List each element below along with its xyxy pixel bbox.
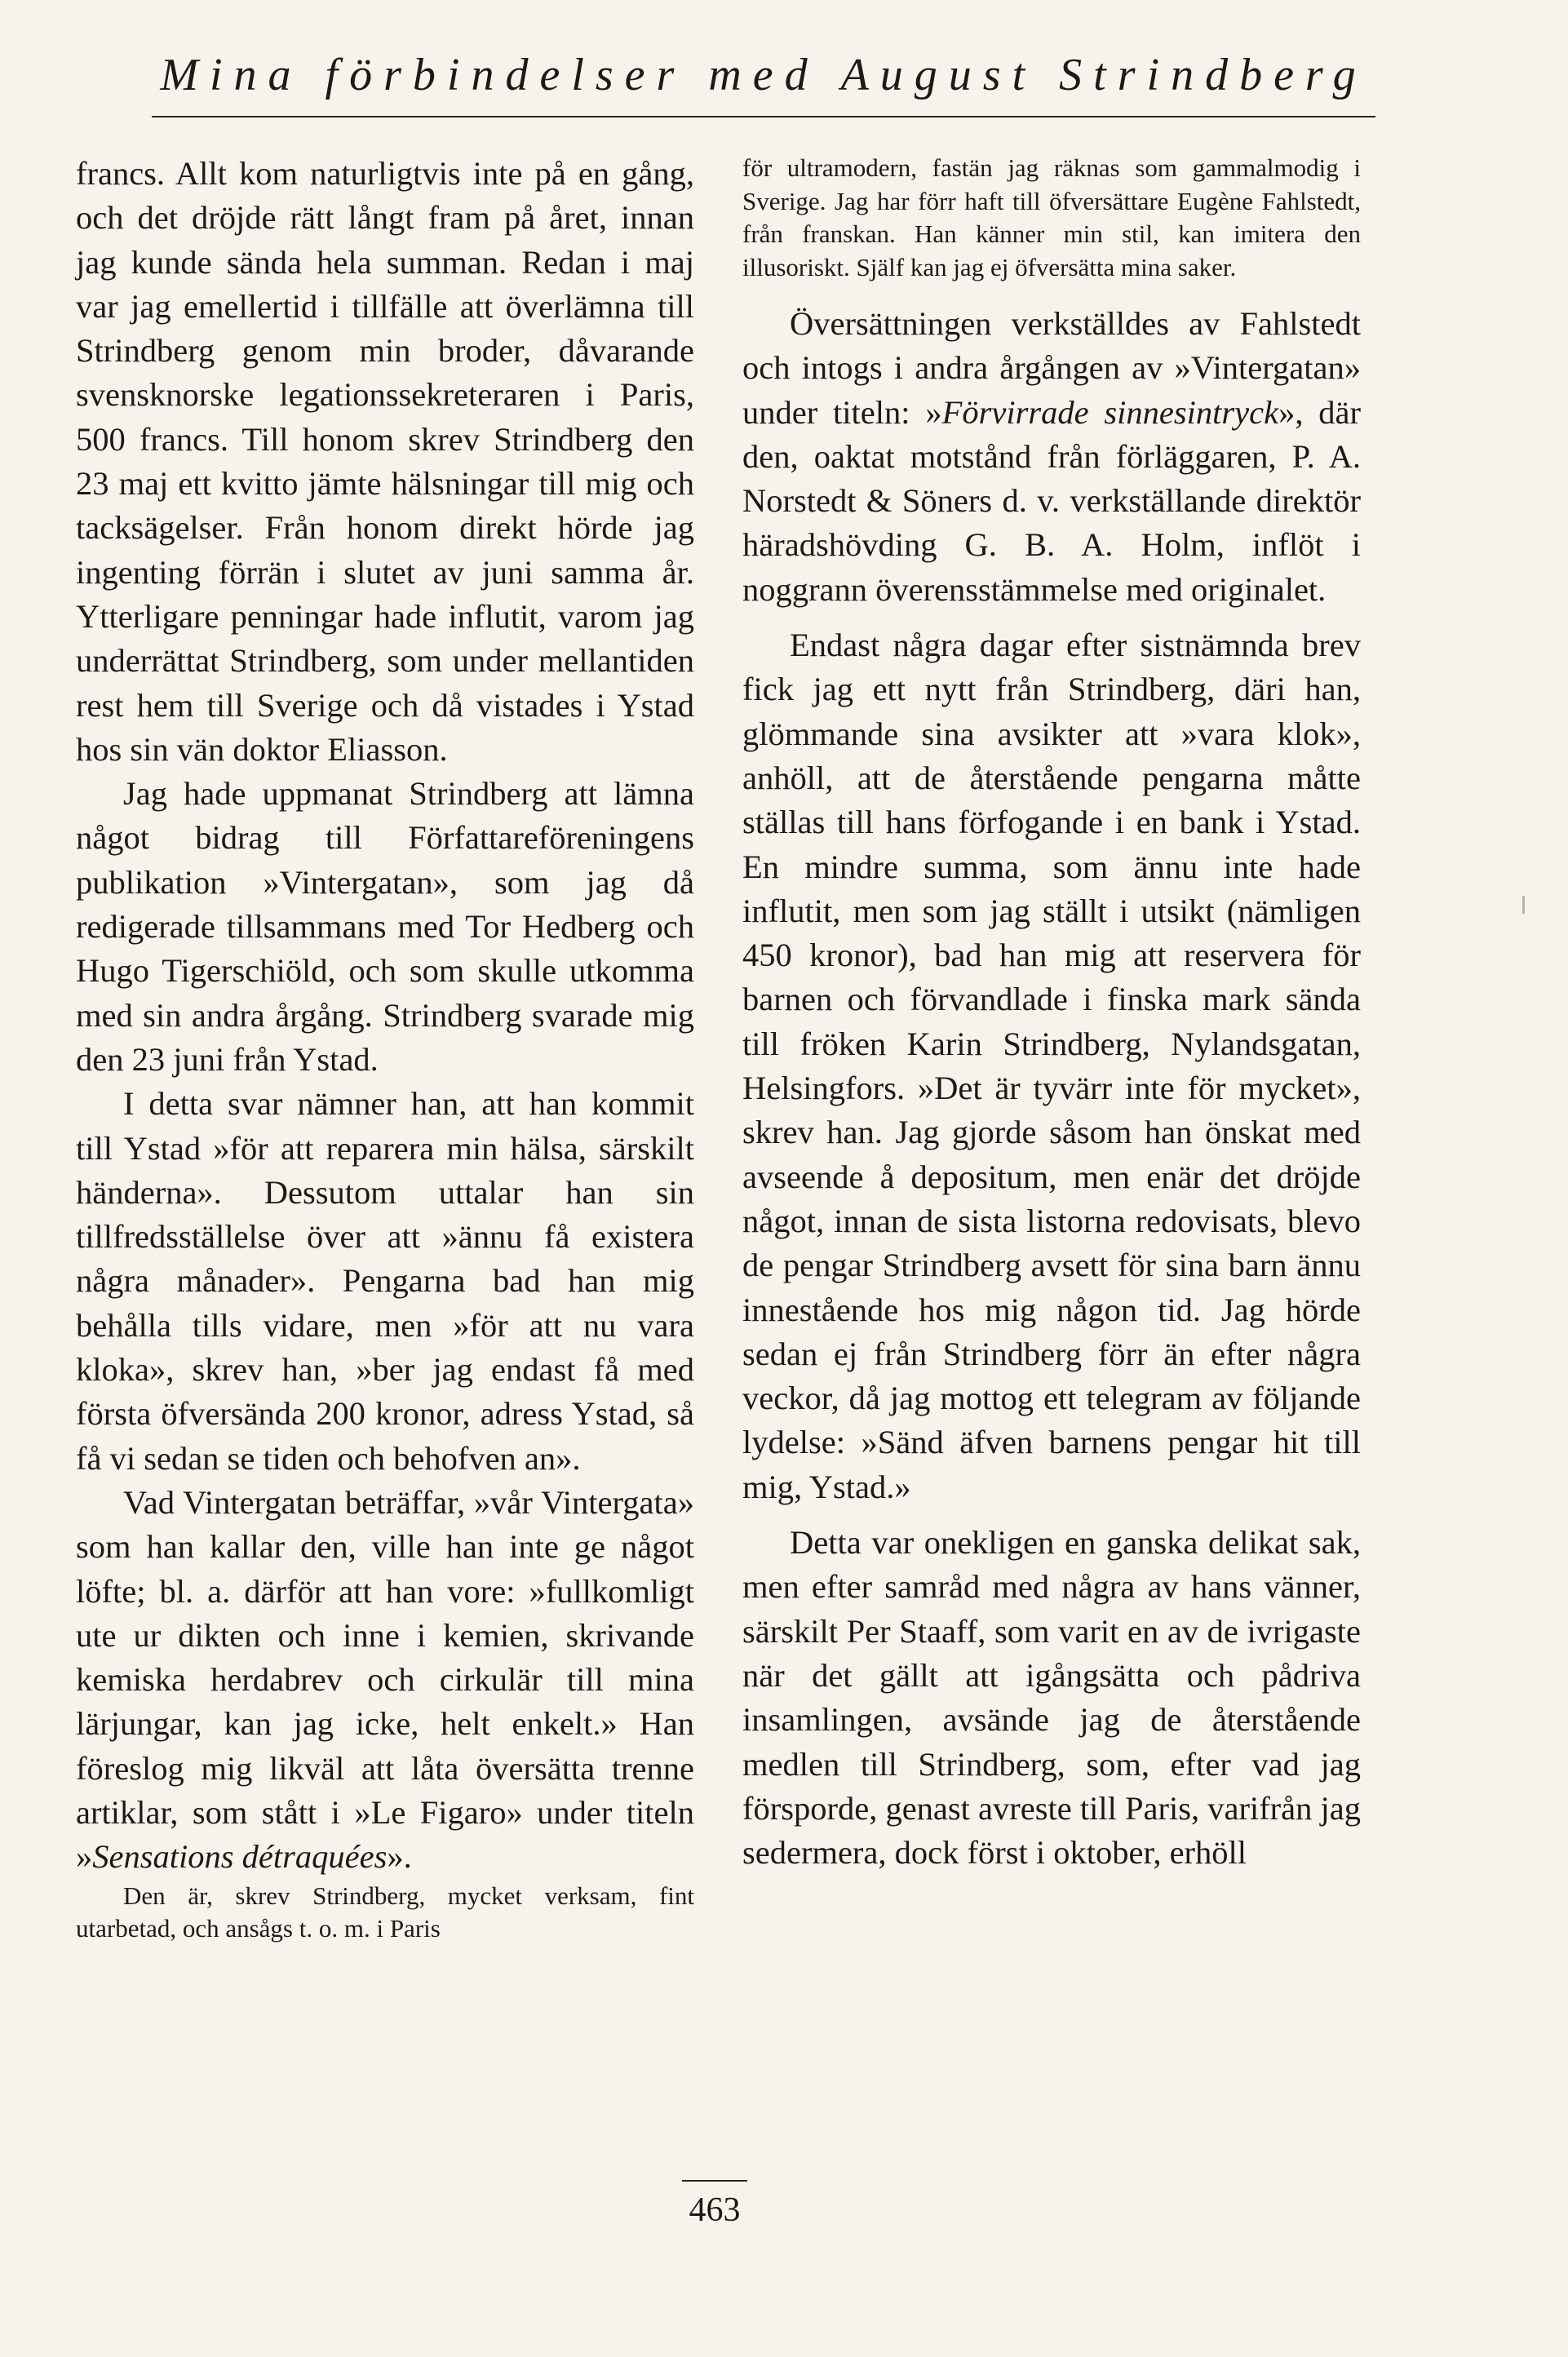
- paragraph: Endast några dagar efter sistnämnda brev fick jag ett nytt från Strindberg, däri han, glömmande sina avsikter att »vara klok», anhöll, att de återstående pengarna måtte ställas till hans förfogande i en bank i Ystad. En mindre summa, som ännu inte hade influtit, men som jag ställt i utsikt (nämligen 450 kronor), bad han mig att reservera för barnen och förvandlade i finska mark sända till fröken Karin Strindberg, Nylandsgatan, Helsingfors. »Det är tyvärr inte för mycket», skrev han. Jag gjorde såsom han önskat med avseende å depositum, men enär det dröjde något, innan de sista listorna redovisats, blevo de pengar Strindberg avsett för sina barn ännu innestående hos mig någon tid. Jag hörde sedan ej från Strindberg förr än efter några veckor, då jag mottog ett telegram av följande lydelse: »Sänd äfven barnens pengar hit till mig, Ystad.»: [742, 627, 1361, 1505]
- left-column: [76, 152, 694, 1946]
- paragraph: [742, 302, 1361, 612]
- margin-mark: [1522, 896, 1525, 914]
- paragraph: [76, 1481, 694, 1880]
- paragraph: francs. Allt kom naturligtvis inte på en gång, och det dröjde rätt långt fram på året, innan jag kunde sända hela summan. Redan i maj var jag emellertid i tillfälle att överlämna till Strindberg genom min broder, dåvarande svensknorske legationssekreteraren i Paris, 500 francs. Till honom skrev Strindberg den 23 maj ett kvitto jämte hälsningar till mig och tacksägelser. Från honom direkt hörde jag ingenting förrän i slutet av juni samma år. Ytterligare penningar hade influtit, varom jag underrättat Strindberg, som under mellantiden rest hem till Sverige och då vistades i Ystad hos sin vän doktor Eliasson.: [76, 155, 694, 768]
- italic-title: Förvirrade sinnesintryck: [941, 393, 1279, 431]
- header-rule: [152, 116, 1375, 117]
- paragraph-text: Vad Vintergatan beträffar, »vår Vintergata» som han kallar den, ville han inte ge något löfte; bl. a. därför att han vore: »fullkomligt ute ur dikten och inne i kemien, skrivande kemiska herdabrev och cirkulär till mina lärjungar, kan jag icke, helt enkelt.» Han föreslog mig likväl att låta översätta trenne artiklar, som stått i »Le Figaro» under titeln »: [76, 1483, 694, 1876]
- paragraph-end: ».: [387, 1838, 412, 1876]
- footnote-continuation: för ultramodern, fastän jag räknas som gammalmodig i Sverige. Jag har förr haft till öfversättare Eugène Fahlstedt, från franskan. Han känner min stil, kan imitera den illusoriskt. Själf kan jag ej öfversätta mina saker.: [742, 153, 1361, 281]
- paragraph: I detta svar nämner han, att han kommit till Ystad »för att reparera min hälsa, särskilt händerna». Dessutom uttalar han sin tillfredsställelse över att »ännu få existera några månader». Pengarna bad han mig behålla tills vidare, men »för att nu vara kloka», skrev han, »ber jag endast få med första öfversända 200 kronor, adress Ystad, så få vi sedan se tiden och behofven an».: [76, 1085, 694, 1477]
- paragraph: Jag hade uppmanat Strindberg att lämna något bidrag till Författareföreningens publikation »Vintergatan», som jag då redigerade tillsammans med Tor Hedberg och Hugo Tigerschiöld, och som skulle utkomma med sin andra årgång. Strindberg svarade mig den 23 juni från Ystad.: [76, 775, 694, 1078]
- paragraph-text: Översättningen verkställdes av Fahlstedt och intogs i andra årgången av »Vintergatan» under titeln: »: [742, 305, 1361, 431]
- italic-title: Sensations détraquées: [92, 1838, 388, 1876]
- paragraph: Detta var onekligen en ganska delikat sak, men efter samråd med några av hans vänner, särskilt Per Staaff, som varit en av de ivrigaste när det gällt att igångsätta och pådriva insamlingen, avsände jag de återstående medlen till Strindberg, som, efter vad jag försporde, genast avreste till Paris, varifrån jag sedermera, dock först i oktober, erhöll: [742, 1524, 1361, 1872]
- page-number-rule: [682, 2180, 747, 2182]
- running-header: Mina förbindelser med August Strindberg: [160, 50, 1367, 100]
- page-number: 463: [689, 2191, 741, 2229]
- footnote: Den är, skrev Strindberg, mycket verksam, fint utarbetad, och ansågs t. o. m. i Paris: [76, 1881, 694, 1943]
- paragraph-end: », där den, oaktat motstånd från förläggaren, P. A. Norstedt & Söners d. v. verkställande direktör häradshövding G. B. A. Holm, inflöt i noggrann överensstämmelse med originalet.: [742, 393, 1362, 608]
- right-column: [742, 152, 1361, 1875]
